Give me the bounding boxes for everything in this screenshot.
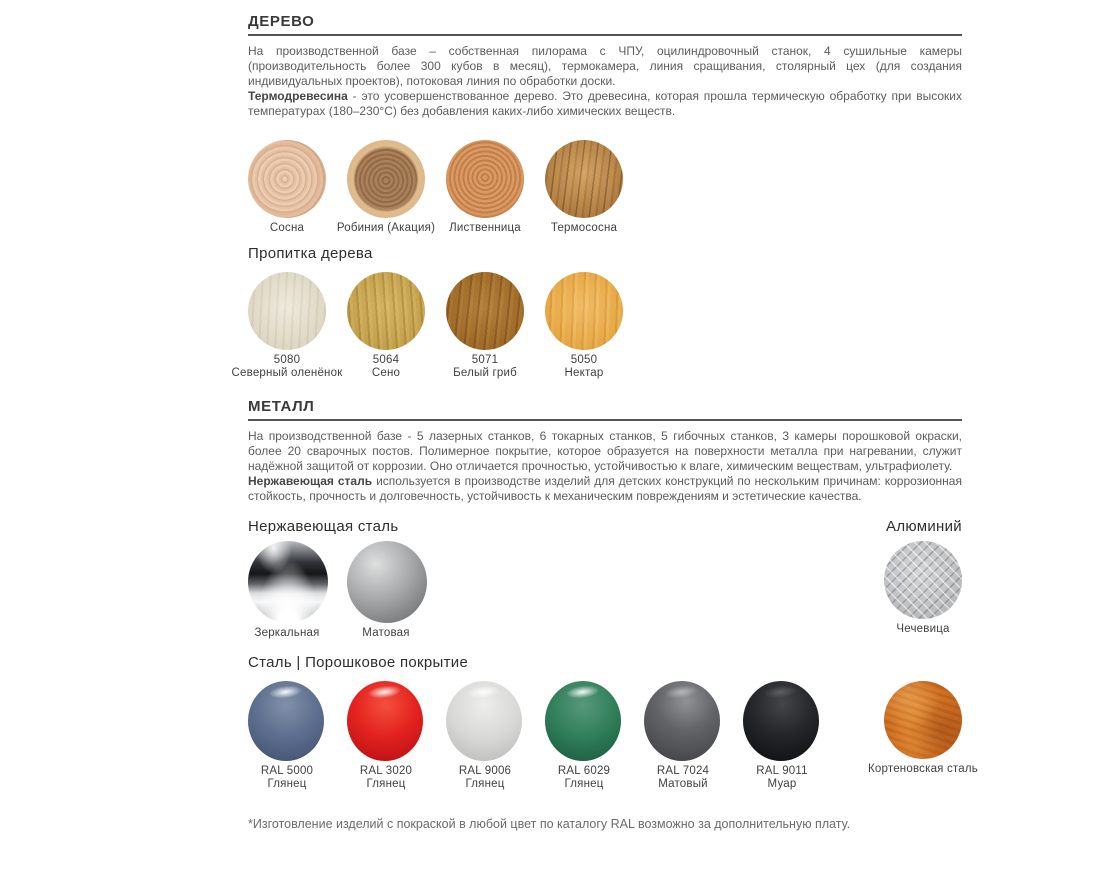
ral-code: RAL 5000 xyxy=(260,765,314,777)
metal-section-title: МЕТАЛЛ xyxy=(248,398,315,415)
impregnation-title: Пропитка дерева xyxy=(248,245,373,262)
metal-paragraph-2-rest: используется в производстве изделий для детских конструкций по нескольким причинам: коррозионная стойкость, прочность и долговечность, устойчивость к механическим повреждениям и эстетические качества. xyxy=(248,474,962,503)
ral5000-ball-image xyxy=(248,681,324,761)
metal-paragraph-1: На производственной базе - 5 лазерных станков, 6 токарных станков, 5 гибочных станков, 3 камеры порошковой окраски, более 20 сварочных постов. Полимерное покрытие, которое образуется на поверхности металла при нагревании, служит надёжной защитой от коррозии. Оно отличается прочностью, устойчивостью к влаге, химическим веществам, ультрафиолету. xyxy=(248,429,962,473)
corten-steel-image xyxy=(884,681,962,759)
impregnation-code: 5080 xyxy=(273,354,301,366)
metal-paragraph-2-lead: Нержавеющая сталь xyxy=(248,474,373,488)
wood-paragraph-2 xyxy=(248,89,962,119)
stainless-swatch-matte xyxy=(347,541,446,640)
wood-swatch-larch xyxy=(446,140,545,235)
impregnation-row xyxy=(231,272,962,380)
metal-paragraph-2 xyxy=(248,474,962,504)
ral-finish: Глянец xyxy=(465,778,505,790)
pine-crosscut-image xyxy=(248,140,326,218)
wood-paragraph-2-lead: Термодревесина xyxy=(248,89,348,103)
wood-swatch-sosna xyxy=(248,140,347,235)
impregnation-code: 5050 xyxy=(570,354,598,366)
ral7024-ball-image xyxy=(644,681,720,761)
stainless-swatch-label: Матовая xyxy=(362,627,410,639)
powder-swatch-ral9011 xyxy=(743,681,842,791)
powder-swatch-label xyxy=(723,765,841,791)
wood-species-row xyxy=(248,140,962,235)
impregnation-code: 5071 xyxy=(471,354,499,366)
wood-swatch-thermopine xyxy=(545,140,644,235)
ral9006-ball-image xyxy=(446,681,522,761)
ral-code: RAL 6029 xyxy=(557,765,611,777)
impregnation-name: Северный оленёнок xyxy=(231,367,343,379)
impregnation-label xyxy=(525,354,643,380)
impregnation-5050-image xyxy=(545,272,623,350)
wood-swatch-label: Робиния (Акация) xyxy=(336,222,436,234)
aluminum-title: Алюминий xyxy=(886,518,962,535)
wood-section-title: ДЕРЕВО xyxy=(248,13,315,30)
impregnation-name: Нектар xyxy=(564,367,604,379)
ral-finish: Муар xyxy=(767,778,797,790)
ral-finish: Глянец xyxy=(564,778,604,790)
ral-footnote: *Изготовление изделий с покраской в любой цвет по каталогу RAL возможно за дополнительную плату. xyxy=(248,817,851,831)
stainless-swatch-mirror xyxy=(248,541,347,640)
impregnation-5080-image xyxy=(248,272,326,350)
metal-section-divider xyxy=(248,419,962,421)
impregnation-name: Сено xyxy=(371,367,401,379)
wood-section-divider xyxy=(248,34,962,36)
ral9011-ball-image xyxy=(743,681,819,761)
ral3020-ball-image xyxy=(347,681,423,761)
ral-finish: Матовый xyxy=(658,778,708,790)
impregnation-5071-image xyxy=(446,272,524,350)
wood-paragraph-1: На производственной базе – собственная пилорама с ЧПУ, оцилиндровочный станок, 4 сушильные камеры (производительность более 300 кубов в месяц), термокамера, линия сращивания, столярный цех (для создания индивидуальных проектов), потоковая линия по обработки доски. xyxy=(248,44,962,88)
powder-coating-title: Сталь | Порошковое покрытие xyxy=(248,654,469,671)
thermopine-grain-image xyxy=(545,140,623,218)
stainless-swatch-label: Зеркальная xyxy=(254,627,320,639)
aluminum-checkerplate-image xyxy=(884,541,962,619)
aluminum-swatch-label: Чечевица xyxy=(896,623,950,635)
matte-steel-ball-image xyxy=(347,541,427,623)
wood-swatch-label: Сосна xyxy=(269,222,305,234)
robinia-crosscut-image xyxy=(347,140,425,218)
ral-finish: Глянец xyxy=(366,778,406,790)
impregnation-5064-image xyxy=(347,272,425,350)
ral-code: RAL 3020 xyxy=(359,765,413,777)
aluminum-swatch-lentil xyxy=(884,541,962,640)
ral-code: RAL 9006 xyxy=(458,765,512,777)
wood-swatch-label: Термососна xyxy=(550,222,618,234)
wood-swatch-label: Лиственница xyxy=(449,222,521,234)
stainless-row xyxy=(248,541,962,640)
ral-code: RAL 7024 xyxy=(656,765,710,777)
stainless-aluminum-headers xyxy=(248,518,962,535)
wood-swatch-robinia xyxy=(336,140,446,235)
content-column xyxy=(231,0,978,832)
impregnation-swatch-5050 xyxy=(545,272,644,380)
corten-steel-swatch xyxy=(868,681,978,791)
mirror-steel-ball-image xyxy=(248,541,328,623)
larch-crosscut-image xyxy=(446,140,524,218)
impregnation-name: Белый гриб xyxy=(453,367,517,379)
corten-steel-label: Кортеновская сталь xyxy=(868,763,978,775)
ral-finish: Глянец xyxy=(267,778,307,790)
stainless-title: Нержавеющая сталь xyxy=(248,518,399,535)
powder-coating-row xyxy=(248,681,978,791)
ral6029-ball-image xyxy=(545,681,621,761)
wood-paragraph-2-rest: - это усовершенствованное дерево. Это древесина, которая прошла термическую обработку при высоких температурах (180–230°С) без добавления каких-либо химических веществ. xyxy=(248,89,962,118)
impregnation-code: 5064 xyxy=(372,354,400,366)
ral-code: RAL 9011 xyxy=(756,765,808,777)
